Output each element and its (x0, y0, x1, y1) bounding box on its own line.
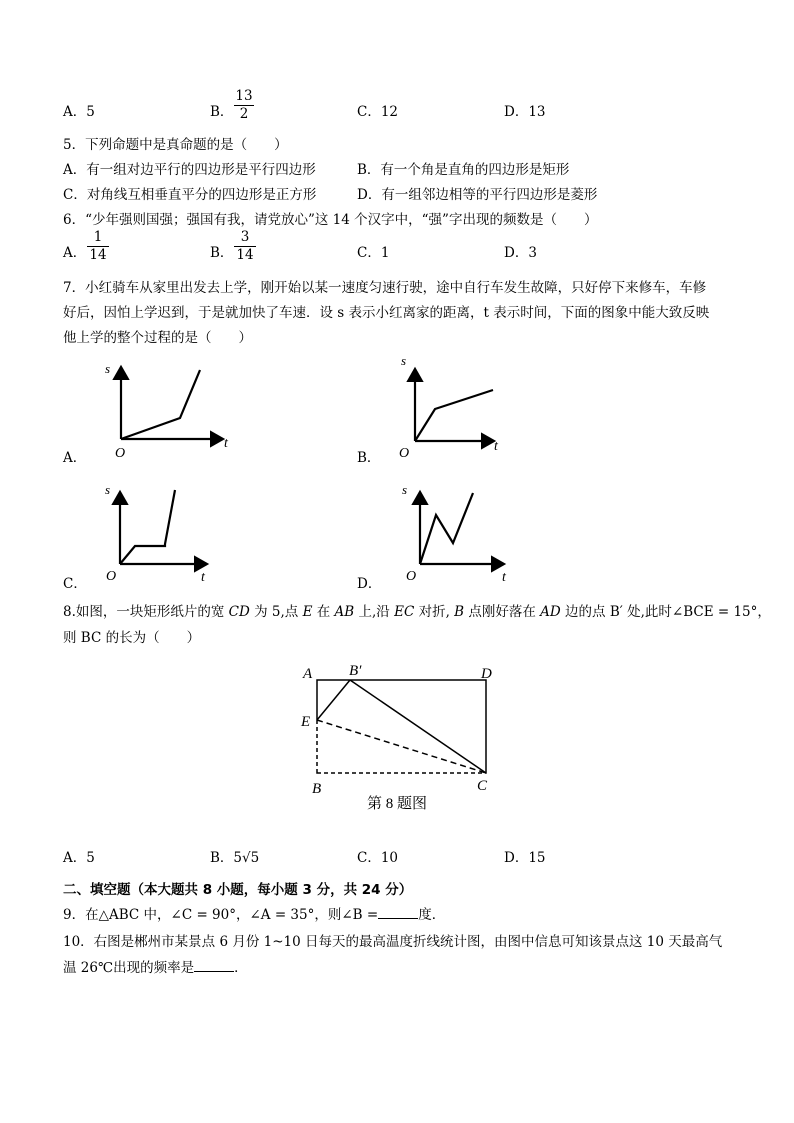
q10-line-2 (63, 956, 248, 976)
q8-option-b-value: 5√5 (233, 850, 260, 866)
q6-stem: 6．“少年强则国强；强国有我，请党放心”这 14 个汉字中，“强”字出现的频数是（ ） (63, 212, 598, 228)
figure-caption: 第 8 题图 (367, 796, 428, 812)
q10-text-post: ． (234, 960, 248, 976)
q4-option-c (357, 100, 398, 120)
q5-option-c: C．对角线互相垂直平分的四边形是正方形 (63, 187, 317, 203)
q8-option-a (63, 846, 95, 866)
q4-option-b (210, 100, 233, 120)
point-d-label: D (481, 666, 492, 682)
fraction-numerator: 1 (87, 229, 109, 247)
q8-text: 为 5,点 (249, 604, 303, 620)
q8-b: B (454, 604, 465, 620)
q6-option-c-label: C． (357, 245, 381, 261)
q6-option-b-label: B． (210, 245, 234, 261)
q8-ab: AB (334, 604, 355, 620)
q8-option-a-label: A． (63, 850, 87, 866)
q7-option-c-label: C． (63, 576, 87, 592)
q9-text-post: 度． (418, 907, 446, 923)
q8-cd: CD (228, 604, 250, 620)
axis-label-s: s (402, 482, 408, 497)
q8-line-1 (63, 600, 771, 620)
q8-text: 在 (312, 604, 335, 620)
graph-line (415, 390, 493, 441)
q7-line-2: 好后，因怕上学迟到，于是就加快了车速．设 s 表示小红离家的距离，t 表示时间，下面的图象中能大致反映 (63, 305, 710, 321)
graph-line (420, 493, 473, 564)
q8-option-c (357, 846, 398, 866)
q7-option-a-label: A． (63, 450, 87, 466)
q7-line-3: 他上学的整个过程的是（ ） (63, 330, 252, 346)
q4-option-c-value: 12 (380, 104, 399, 120)
q4-option-a (63, 100, 95, 120)
q8-ad: AD (540, 604, 561, 620)
q4-option-d (504, 100, 546, 120)
q9-text: 9．在△ABC 中，∠C = 90°，∠A = 35°，则∠B = (63, 907, 379, 923)
origin-label: O (106, 569, 117, 584)
q5-stem: 5．下列命题中是真命题的是（ ） (63, 137, 288, 153)
point-b-label: B (312, 781, 322, 797)
q7-graph-d (400, 478, 550, 588)
point-b-prime-label: B′ (349, 663, 362, 679)
graph-line (120, 490, 175, 564)
segment-b-prime-c (350, 680, 486, 773)
q8-figure (295, 660, 515, 830)
q4-option-a-label: A． (63, 104, 87, 120)
q6-option-c-value: 1 (380, 245, 390, 261)
graph-line (121, 370, 200, 439)
q8-ec: EC (394, 604, 415, 620)
q7-graph-b (395, 350, 545, 460)
fraction-denominator: 2 (239, 106, 249, 122)
fraction-numerator: 3 (234, 229, 256, 247)
q8-text: 对折, (414, 604, 455, 620)
origin-label: O (399, 446, 410, 461)
axis-label-t: t (502, 570, 506, 585)
axis-label-s: s (105, 482, 111, 497)
point-e-label: E (301, 714, 311, 730)
q8-e: E (302, 604, 313, 620)
q8-text: 上,沿 (354, 604, 395, 620)
point-c-label: C (477, 778, 488, 794)
origin-label: O (115, 446, 126, 461)
origin-label: O (406, 569, 417, 584)
axis-label-t: t (224, 436, 228, 451)
segment-eb-prime (317, 680, 350, 720)
q9 (63, 903, 445, 923)
q8-text: 点刚好落在 (464, 604, 541, 620)
q10-text: 温 26℃出现的频率是 (63, 960, 195, 976)
q6-option-c (357, 241, 389, 261)
q4-option-b-label: B． (210, 104, 234, 120)
q7-graph-c (100, 478, 250, 588)
axis-label-t: t (494, 439, 498, 454)
q8-option-b-label: B． (210, 850, 234, 866)
q8-option-c-label: C． (357, 850, 381, 866)
q8-option-a-value: 5 (86, 850, 95, 866)
fraction-denominator: 14 (236, 247, 254, 263)
q6-option-d-value: 3 (528, 245, 537, 261)
q8-option-c-value: 10 (380, 850, 399, 866)
q7-option-d-label: D． (357, 576, 382, 592)
q8-text: 边的点 B′ 处,此时∠BCE = 15°， (560, 604, 771, 620)
q6-option-b-fraction (234, 229, 256, 264)
q5-option-b: B．有一个角是直角的四边形是矩形 (357, 162, 570, 178)
q8-option-b (210, 846, 259, 866)
q6-option-a-label: A． (63, 245, 87, 261)
q6-option-d (504, 241, 537, 261)
segment-ec (317, 720, 486, 773)
q10-answer-blank[interactable] (194, 959, 234, 972)
q4-option-b-fraction (234, 88, 254, 123)
q5-option-a: A．有一组对边平行的四边形是平行四边形 (63, 162, 316, 178)
fraction-numerator: 13 (235, 88, 253, 104)
axis-label-s: s (401, 353, 407, 368)
point-a-label: A (303, 666, 313, 682)
fraction-denominator: 14 (89, 247, 107, 263)
q5-option-d: D．有一组邻边相等的平行四边形是菱形 (357, 187, 598, 203)
q7-graph-a (95, 355, 245, 465)
q4-option-c-label: C． (357, 104, 381, 120)
q4-option-d-value: 13 (528, 104, 546, 120)
q8-option-d (504, 846, 546, 866)
section-2-title: 二、填空题（本大题共 8 小题，每小题 3 分，共 24 分） (63, 882, 413, 898)
q7-option-b-label: B． (357, 450, 381, 466)
q8-option-d-label: D． (504, 850, 529, 866)
axis-label-s: s (105, 361, 111, 376)
q8-line-2: 则 BC 的长为（ ） (63, 630, 201, 646)
q6-option-d-label: D． (504, 245, 529, 261)
q4-option-d-label: D． (504, 104, 529, 120)
axis-label-t: t (201, 570, 205, 585)
q8-text: 8.如图，一块矩形纸片的宽 (63, 604, 229, 620)
q10-line-1: 10．右图是郴州市某景点 6 月份 1~10 日每天的最高温度折线统计图，由图中信息可知该景点这 10 天最高气 (63, 934, 723, 950)
rectangle-top-right (317, 680, 486, 773)
q9-answer-blank[interactable] (378, 906, 418, 919)
q4-option-a-value: 5 (86, 104, 95, 120)
q8-option-d-value: 15 (528, 850, 546, 866)
q6-option-a-fraction (87, 229, 109, 264)
q7-line-1: 7．小红骑车从家里出发去上学，刚开始以某一速度匀速行驶，途中自行车发生故障，只好停下来修车，车修 (63, 280, 707, 296)
